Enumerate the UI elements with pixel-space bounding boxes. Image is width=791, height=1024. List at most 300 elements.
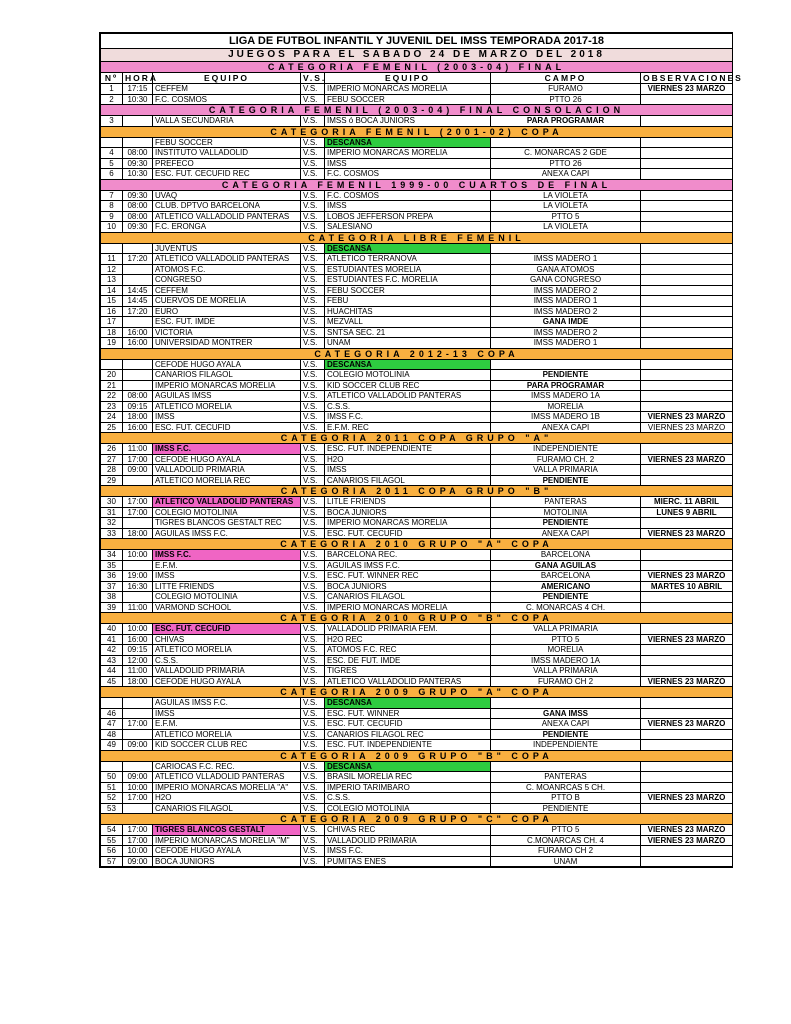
away-team: IMSS — [325, 201, 491, 212]
match-row — [101, 243, 733, 254]
away-team: ATLETICO VALLADOLID PANTERAS — [325, 676, 491, 687]
vs-label: V.S. — [301, 116, 325, 127]
away-team: BRASIL MORELIA REC — [325, 772, 491, 783]
match-number: 41 — [101, 634, 123, 645]
match-row — [101, 401, 733, 412]
home-team: H2O — [153, 793, 301, 804]
match-number: 4 — [101, 148, 123, 159]
vs-label: V.S. — [301, 370, 325, 381]
match-number: 54 — [101, 825, 123, 836]
match-number: 8 — [101, 201, 123, 212]
away-team: ATLETICO VALLADOLID PANTERAS — [325, 391, 491, 402]
match-row — [101, 264, 733, 275]
field-name — [491, 698, 641, 709]
match-number: 31 — [101, 507, 123, 518]
observation — [641, 645, 733, 656]
match-number: 9 — [101, 211, 123, 222]
match-row — [101, 761, 733, 772]
match-time: 12:00 — [123, 655, 153, 666]
home-team: CEFODE HUGO AYALA — [153, 359, 301, 370]
home-team: VALLA SECUNDARIA — [153, 116, 301, 127]
match-time: 18:00 — [123, 676, 153, 687]
vs-label: V.S. — [301, 275, 325, 286]
match-time — [123, 761, 153, 772]
vs-label: V.S. — [301, 634, 325, 645]
away-team: IMPERIO TARIMBARO — [325, 782, 491, 793]
home-team: ESC. FUT. CECUFID — [153, 422, 301, 433]
away-team: ATLETICO TERRANOVA — [325, 254, 491, 265]
match-number: 37 — [101, 581, 123, 592]
category-row — [101, 179, 733, 190]
field-name: MOTOLINIA — [491, 507, 641, 518]
match-row — [101, 391, 733, 402]
home-team: ATOMOS F.C. — [153, 264, 301, 275]
match-row — [101, 148, 733, 159]
observation — [641, 444, 733, 455]
match-row — [101, 201, 733, 212]
observation — [641, 856, 733, 867]
match-row — [101, 454, 733, 465]
away-team: FEBU — [325, 296, 491, 307]
match-row — [101, 370, 733, 381]
field-name: IMSS MADERO 2 — [491, 327, 641, 338]
vs-label: V.S. — [301, 571, 325, 582]
match-number: 6 — [101, 169, 123, 180]
match-time — [123, 592, 153, 603]
vs-label: V.S. — [301, 158, 325, 169]
field-name: LA VIOLETA — [491, 222, 641, 233]
match-time — [123, 243, 153, 254]
match-row — [101, 846, 733, 857]
match-row — [101, 624, 733, 635]
category-row — [101, 814, 733, 825]
match-time: 17:00 — [123, 719, 153, 730]
observation — [641, 803, 733, 814]
match-row — [101, 825, 733, 836]
home-team: CANARIOS FILAGOL — [153, 370, 301, 381]
observation — [641, 698, 733, 709]
match-number: 38 — [101, 592, 123, 603]
observation — [641, 560, 733, 571]
observation — [641, 592, 733, 603]
vs-label: V.S. — [301, 772, 325, 783]
field-name: IMSS MADERO 1A — [491, 655, 641, 666]
away-team: FEBU SOCCER — [325, 285, 491, 296]
away-team: IMSS — [325, 465, 491, 476]
vs-label: V.S. — [301, 201, 325, 212]
category-title: CATEGORIA 2009 GRUPO "C" COPA — [101, 814, 733, 825]
home-team: ATLETICO VALLADOLID PANTERAS — [153, 254, 301, 265]
observation — [641, 158, 733, 169]
match-number: 19 — [101, 338, 123, 349]
match-time: 17:20 — [123, 254, 153, 265]
away-team: FEBU SOCCER — [325, 94, 491, 105]
home-team: IMPERIO MONARCAS MORELIA "M" — [153, 835, 301, 846]
away-team: IMSS ó BOCA JUNIORS — [325, 116, 491, 127]
vs-label: V.S. — [301, 296, 325, 307]
field-name: PENDIENTE — [491, 370, 641, 381]
away-team: IMSS F.C. — [325, 846, 491, 857]
match-time: 09:00 — [123, 772, 153, 783]
field-name: IMSS MADERO 1A — [491, 391, 641, 402]
field-name: VALLA PRIMARIA — [491, 465, 641, 476]
vs-label: V.S. — [301, 782, 325, 793]
home-team: PREFECO — [153, 158, 301, 169]
observation: VIERNES 23 MARZO — [641, 571, 733, 582]
away-team: HUACHITAS — [325, 306, 491, 317]
match-row — [101, 793, 733, 804]
match-number: 44 — [101, 666, 123, 677]
field-name: C. MONARCAS 4 CH. — [491, 602, 641, 613]
vs-label: V.S. — [301, 190, 325, 201]
away-team: DESCANSA — [325, 698, 491, 709]
title-row — [101, 34, 733, 49]
schedule-body — [101, 34, 743, 867]
field-name: PENDIENTE — [491, 592, 641, 603]
vs-label: V.S. — [301, 465, 325, 476]
vs-label: V.S. — [301, 94, 325, 105]
observation — [641, 846, 733, 857]
field-name: PTTO 26 — [491, 94, 641, 105]
field-name: GANA IMSS — [491, 708, 641, 719]
vs-label: V.S. — [301, 581, 325, 592]
away-team: ESC. DE FUT. IMDE — [325, 655, 491, 666]
match-row — [101, 518, 733, 529]
field-name: FURAMO CH. 2 — [491, 454, 641, 465]
match-row — [101, 571, 733, 582]
home-team: CUERVOS DE MORELIA — [153, 296, 301, 307]
field-name: AMERICANO — [491, 581, 641, 592]
category-title: CATEGORIA 2011 COPA GRUPO "B" — [101, 486, 733, 497]
field-name: GANA CONGRESO — [491, 275, 641, 286]
observation: VIERNES 23 MARZO — [641, 422, 733, 433]
home-team: COLEGIO MOTOLINIA — [153, 592, 301, 603]
observation — [641, 380, 733, 391]
match-number: 50 — [101, 772, 123, 783]
field-name: GANA ATOMOS — [491, 264, 641, 275]
match-number: 15 — [101, 296, 123, 307]
home-team: LITTE FRIENDS — [153, 581, 301, 592]
vs-label: V.S. — [301, 243, 325, 254]
match-time: 14:45 — [123, 285, 153, 296]
match-time — [123, 729, 153, 740]
home-team: CONGRESO — [153, 275, 301, 286]
match-row — [101, 359, 733, 370]
match-row — [101, 782, 733, 793]
match-number: 22 — [101, 391, 123, 402]
category-row — [101, 105, 733, 116]
match-number: 5 — [101, 158, 123, 169]
match-row — [101, 560, 733, 571]
home-team: VARMOND SCHOOL — [153, 602, 301, 613]
vs-label: V.S. — [301, 793, 325, 804]
col-header-no: Nº — [101, 73, 123, 84]
match-row — [101, 211, 733, 222]
vs-label: V.S. — [301, 327, 325, 338]
observation — [641, 211, 733, 222]
field-name: PARA PROGRAMAR — [491, 116, 641, 127]
match-time: 10:00 — [123, 846, 153, 857]
home-team: ESC. FUT. CECUFID REC — [153, 169, 301, 180]
match-number: 46 — [101, 708, 123, 719]
home-team: ATLETICO VLLADOLID PANTERAS — [153, 772, 301, 783]
observation — [641, 518, 733, 529]
match-time: 11:00 — [123, 602, 153, 613]
field-name: GANA IMDE — [491, 317, 641, 328]
match-number: 3 — [101, 116, 123, 127]
vs-label: V.S. — [301, 825, 325, 836]
observation — [641, 772, 733, 783]
field-name: PARA PROGRAMAR — [491, 380, 641, 391]
observation: VIERNES 23 MARZO — [641, 825, 733, 836]
col-header-equipo: EQUIPO — [325, 73, 491, 84]
vs-label: V.S. — [301, 306, 325, 317]
home-team: COLEGIO MOTOLINIA — [153, 507, 301, 518]
observation — [641, 370, 733, 381]
observation: VIERNES 23 MARZO — [641, 412, 733, 423]
page-subtitle: JUEGOS PARA EL SABADO 24 DE MARZO DEL 2018 — [101, 49, 733, 62]
vs-label: V.S. — [301, 475, 325, 486]
field-name: VALLA PRIMARIA — [491, 666, 641, 677]
vs-label: V.S. — [301, 803, 325, 814]
match-row — [101, 190, 733, 201]
home-team: CLUB. DPTVO BARCELONA — [153, 201, 301, 212]
field-name: GANA AGUILAS — [491, 560, 641, 571]
match-number: 2 — [101, 94, 123, 105]
match-row — [101, 137, 733, 148]
observation — [641, 254, 733, 265]
vs-label: V.S. — [301, 856, 325, 867]
field-name: LA VIOLETA — [491, 201, 641, 212]
field-name: ANEXA CAPI — [491, 422, 641, 433]
home-team: FEBU SOCCER — [153, 137, 301, 148]
match-time — [123, 380, 153, 391]
match-number: 18 — [101, 327, 123, 338]
observation — [641, 391, 733, 402]
vs-label: V.S. — [301, 338, 325, 349]
observation — [641, 666, 733, 677]
vs-label: V.S. — [301, 518, 325, 529]
match-number: 43 — [101, 655, 123, 666]
field-name: LA VIOLETA — [491, 190, 641, 201]
home-team: C.S.S. — [153, 655, 301, 666]
home-team: CEFFEM — [153, 285, 301, 296]
home-team: TIGRES BLANCOS GESTALT REC — [153, 518, 301, 529]
field-name: PANTERAS — [491, 497, 641, 508]
match-number: 34 — [101, 550, 123, 561]
match-time — [123, 275, 153, 286]
match-number: 10 — [101, 222, 123, 233]
match-row — [101, 306, 733, 317]
observation — [641, 465, 733, 476]
observation — [641, 137, 733, 148]
match-row — [101, 803, 733, 814]
home-team: BOCA JUNIORS — [153, 856, 301, 867]
vs-label: V.S. — [301, 401, 325, 412]
category-row — [101, 613, 733, 624]
home-team: VALLADOLID PRIMARIA — [153, 465, 301, 476]
match-row — [101, 169, 733, 180]
col-header-observaciones: OBSERVACIONES — [641, 73, 733, 84]
observation — [641, 222, 733, 233]
match-number: 39 — [101, 602, 123, 613]
match-time: 18:00 — [123, 412, 153, 423]
away-team: BOCA JUNIORS — [325, 507, 491, 518]
match-number: 33 — [101, 528, 123, 539]
field-name: MORELIA — [491, 645, 641, 656]
away-team: ESC. FUT. CECUFID — [325, 719, 491, 730]
category-row — [101, 687, 733, 698]
home-team: CEFODE HUGO AYALA — [153, 846, 301, 857]
category-title: CATEGORIA 2010 GRUPO "B" COPA — [101, 613, 733, 624]
home-team: INSTITUTO VALLADOLID — [153, 148, 301, 159]
category-title: CATEGORIA 2009 GRUPO "B" COPA — [101, 750, 733, 761]
match-number: 24 — [101, 412, 123, 423]
vs-label: V.S. — [301, 254, 325, 265]
match-row — [101, 602, 733, 613]
home-team: UNIVERSIDAD MONTRER — [153, 338, 301, 349]
match-number: 30 — [101, 497, 123, 508]
vs-label: V.S. — [301, 666, 325, 677]
match-row — [101, 835, 733, 846]
field-name: IMSS MADERO 1 — [491, 254, 641, 265]
match-time: 16:00 — [123, 338, 153, 349]
vs-label: V.S. — [301, 359, 325, 370]
vs-label: V.S. — [301, 148, 325, 159]
observation — [641, 264, 733, 275]
schedule-sheet — [99, 32, 743, 868]
field-name: ANEXA CAPI — [491, 169, 641, 180]
category-title: CATEGORIA 2011 COPA GRUPO "A" — [101, 433, 733, 444]
away-team: LOBOS JEFFERSON PREPA — [325, 211, 491, 222]
match-time — [123, 518, 153, 529]
match-row — [101, 317, 733, 328]
match-time: 09:30 — [123, 158, 153, 169]
match-row — [101, 222, 733, 233]
away-team: CHIVAS REC — [325, 825, 491, 836]
match-time: 16:00 — [123, 422, 153, 433]
match-time: 08:00 — [123, 211, 153, 222]
match-row — [101, 655, 733, 666]
field-name: PTTO 26 — [491, 158, 641, 169]
home-team: ESC. FUT. CECUFID — [153, 624, 301, 635]
vs-label: V.S. — [301, 729, 325, 740]
observation — [641, 729, 733, 740]
observation: VIERNES 23 MARZO — [641, 528, 733, 539]
match-number: 36 — [101, 571, 123, 582]
match-time: 17:20 — [123, 306, 153, 317]
away-team: KID SOCCER CLUB REC — [325, 380, 491, 391]
away-team: E.F.M. REC — [325, 422, 491, 433]
away-team: BOCA JUNIORS — [325, 581, 491, 592]
away-team: H2O REC — [325, 634, 491, 645]
field-name: PTTO B — [491, 793, 641, 804]
away-team: ESTUDIANTES F.C. MORELIA — [325, 275, 491, 286]
away-team: SNTSA SEC. 21 — [325, 327, 491, 338]
observation: LUNES 9 ABRIL — [641, 507, 733, 518]
home-team: ESC. FUT. IMDE — [153, 317, 301, 328]
vs-label: V.S. — [301, 454, 325, 465]
field-name: IMSS MADERO 1 — [491, 296, 641, 307]
match-time: 10:30 — [123, 94, 153, 105]
match-row — [101, 254, 733, 265]
match-number: 57 — [101, 856, 123, 867]
match-time — [123, 560, 153, 571]
field-name: PENDIENTE — [491, 475, 641, 486]
subtitle-row — [101, 49, 733, 62]
home-team: VICTORIA — [153, 327, 301, 338]
field-name: INDEPENDIENTE — [491, 444, 641, 455]
match-row — [101, 422, 733, 433]
away-team: IMSS — [325, 158, 491, 169]
match-number: 12 — [101, 264, 123, 275]
match-time: 17:00 — [123, 825, 153, 836]
match-number: 51 — [101, 782, 123, 793]
away-team: C.S.S. — [325, 793, 491, 804]
match-number: 16 — [101, 306, 123, 317]
match-row — [101, 550, 733, 561]
field-name: C. MOANRCAS 5 CH. — [491, 782, 641, 793]
home-team: CEFODE HUGO AYALA — [153, 676, 301, 687]
away-team: DESCANSA — [325, 137, 491, 148]
match-row — [101, 84, 733, 95]
match-time — [123, 116, 153, 127]
observation — [641, 602, 733, 613]
col-header-hora: HORA — [123, 73, 153, 84]
field-name: IMSS MADERO 1B — [491, 412, 641, 423]
vs-label: V.S. — [301, 719, 325, 730]
away-team: BARCELONA REC. — [325, 550, 491, 561]
observation: MARTES 10 ABRIL — [641, 581, 733, 592]
vs-label: V.S. — [301, 317, 325, 328]
match-number: 17 — [101, 317, 123, 328]
field-name — [491, 243, 641, 254]
match-time: 09:15 — [123, 645, 153, 656]
match-row — [101, 285, 733, 296]
match-time — [123, 264, 153, 275]
match-number: 56 — [101, 846, 123, 857]
match-number: 55 — [101, 835, 123, 846]
home-team: IMSS F.C. — [153, 550, 301, 561]
match-number: 40 — [101, 624, 123, 635]
vs-label: V.S. — [301, 835, 325, 846]
match-number: 48 — [101, 729, 123, 740]
observation — [641, 190, 733, 201]
away-team: ESC. FUT. WINNER — [325, 708, 491, 719]
home-team: ATLETICO MORELIA — [153, 401, 301, 412]
observation — [641, 243, 733, 254]
away-team: TIGRES — [325, 666, 491, 677]
vs-label: V.S. — [301, 507, 325, 518]
home-team: IMPERIO MONARCAS MORELIA — [153, 380, 301, 391]
schedule-table — [100, 33, 743, 867]
away-team: IMPERIO MONARCAS MORELIA — [325, 602, 491, 613]
away-team: LITLE FRIENDS — [325, 497, 491, 508]
match-time — [123, 475, 153, 486]
observation — [641, 475, 733, 486]
vs-label: V.S. — [301, 846, 325, 857]
match-time: 10:30 — [123, 169, 153, 180]
match-time: 09:15 — [123, 401, 153, 412]
home-team: AGUILAS IMSS F.C. — [153, 528, 301, 539]
vs-label: V.S. — [301, 645, 325, 656]
match-time: 16:30 — [123, 581, 153, 592]
col-header-campo: CAMPO — [491, 73, 641, 84]
category-title: CATEGORIA FEMENIL (2003-04) FINAL — [101, 62, 733, 73]
home-team: IMSS F.C. — [153, 444, 301, 455]
match-time: 10:00 — [123, 550, 153, 561]
home-team: UVAQ — [153, 190, 301, 201]
